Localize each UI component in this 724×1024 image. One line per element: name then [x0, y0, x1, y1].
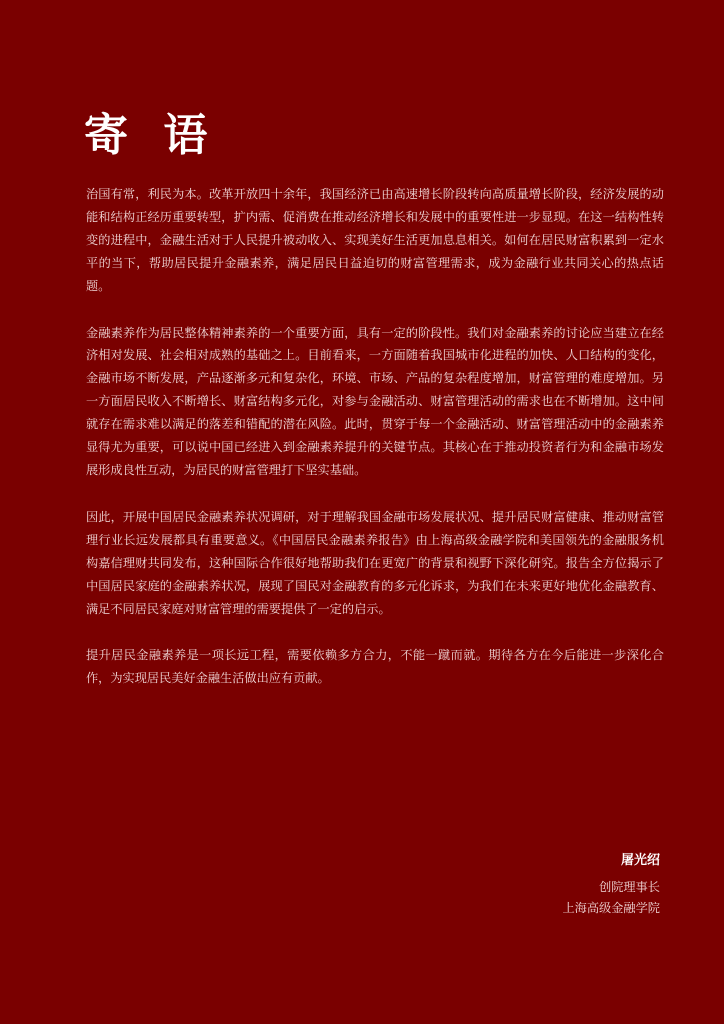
signatory-institution: 上海高级金融学院 [562, 901, 660, 915]
paragraph: 提升居民金融素养是一项长远工程，需要依赖多方合力，不能一蹴而就。期待各方在今后能进一步深化合作，为实现居民美好金融生活做出应有贡献。 [86, 648, 664, 686]
signatory-title: 创院理事长 [599, 880, 660, 894]
paragraph: 金融素养作为居民整体精神素养的一个重要方面，具有一定的阶段性。我们对金融素养的讨论应当建立在经济相对发展、社会相对成熟的基础之上。目前看来，一方面随着我国城市化进程的加快、人口结构的变化，金融市场不断发展，产品逐渐多元和复杂化，环境、市场、产品的复杂程度增加，财富管理的难度增加。另一方面居民收入不断增长、财富结构多元化，对参与金融活动、财富管理活动的需求也在不断增加。这中间就存在需求难以满足的落差和错配的潜在风险。此时，贯穿于每一个金融活动、财富管理活动中的金融素养显得尤为重要，可以说中国已经进入到金融素养提升的关键节点。其核心在于推动投资者行为和金融市场发展形成良性互动，为居民的财富管理打下坚实基础。 [86, 325, 664, 477]
paragraph: 因此，开展中国居民金融素养状况调研，对于理解我国金融市场发展状况、提升居民财富健康、推动财富管理行业长远发展都具有重要意义。《中国居民金融素养报告》由上海高级金融学院和美国领先的金融服务机构嘉信理财共同发布，这种国际合作很好地帮助我们在更宽广的背景和视野下深化研究。报告全方位揭示了中国居民家庭的金融素养状况，展现了国民对金融教育的多元化诉求，为我们在未来更好地优化金融教育、满足不同居民家庭对财富管理的需要提供了一定的启示。 [86, 509, 664, 616]
signature-block [563, 851, 661, 919]
page-title: 寄 语 [84, 110, 218, 161]
paragraph: 治国有常，利民为本。改革开放四十余年，我国经济已由高速增长阶段转向高质量增长阶段，经济发展的动能和结构正经历重要转型，扩内需、促消费在推动经济增长和发展中的重要性进一步显现。在这一结构性转变的进程中，金融生活对于人民提升被动收入、实现美好生活更加息息相关。如何在居民财富积累到一定水平的当下，帮助居民提升金融素养，满足居民日益迫切的财富管理需求，成为金融行业共同关心的热点话题。 [86, 187, 664, 293]
message-body [86, 183, 664, 714]
signatory-name: 屠光绍 [620, 853, 660, 868]
